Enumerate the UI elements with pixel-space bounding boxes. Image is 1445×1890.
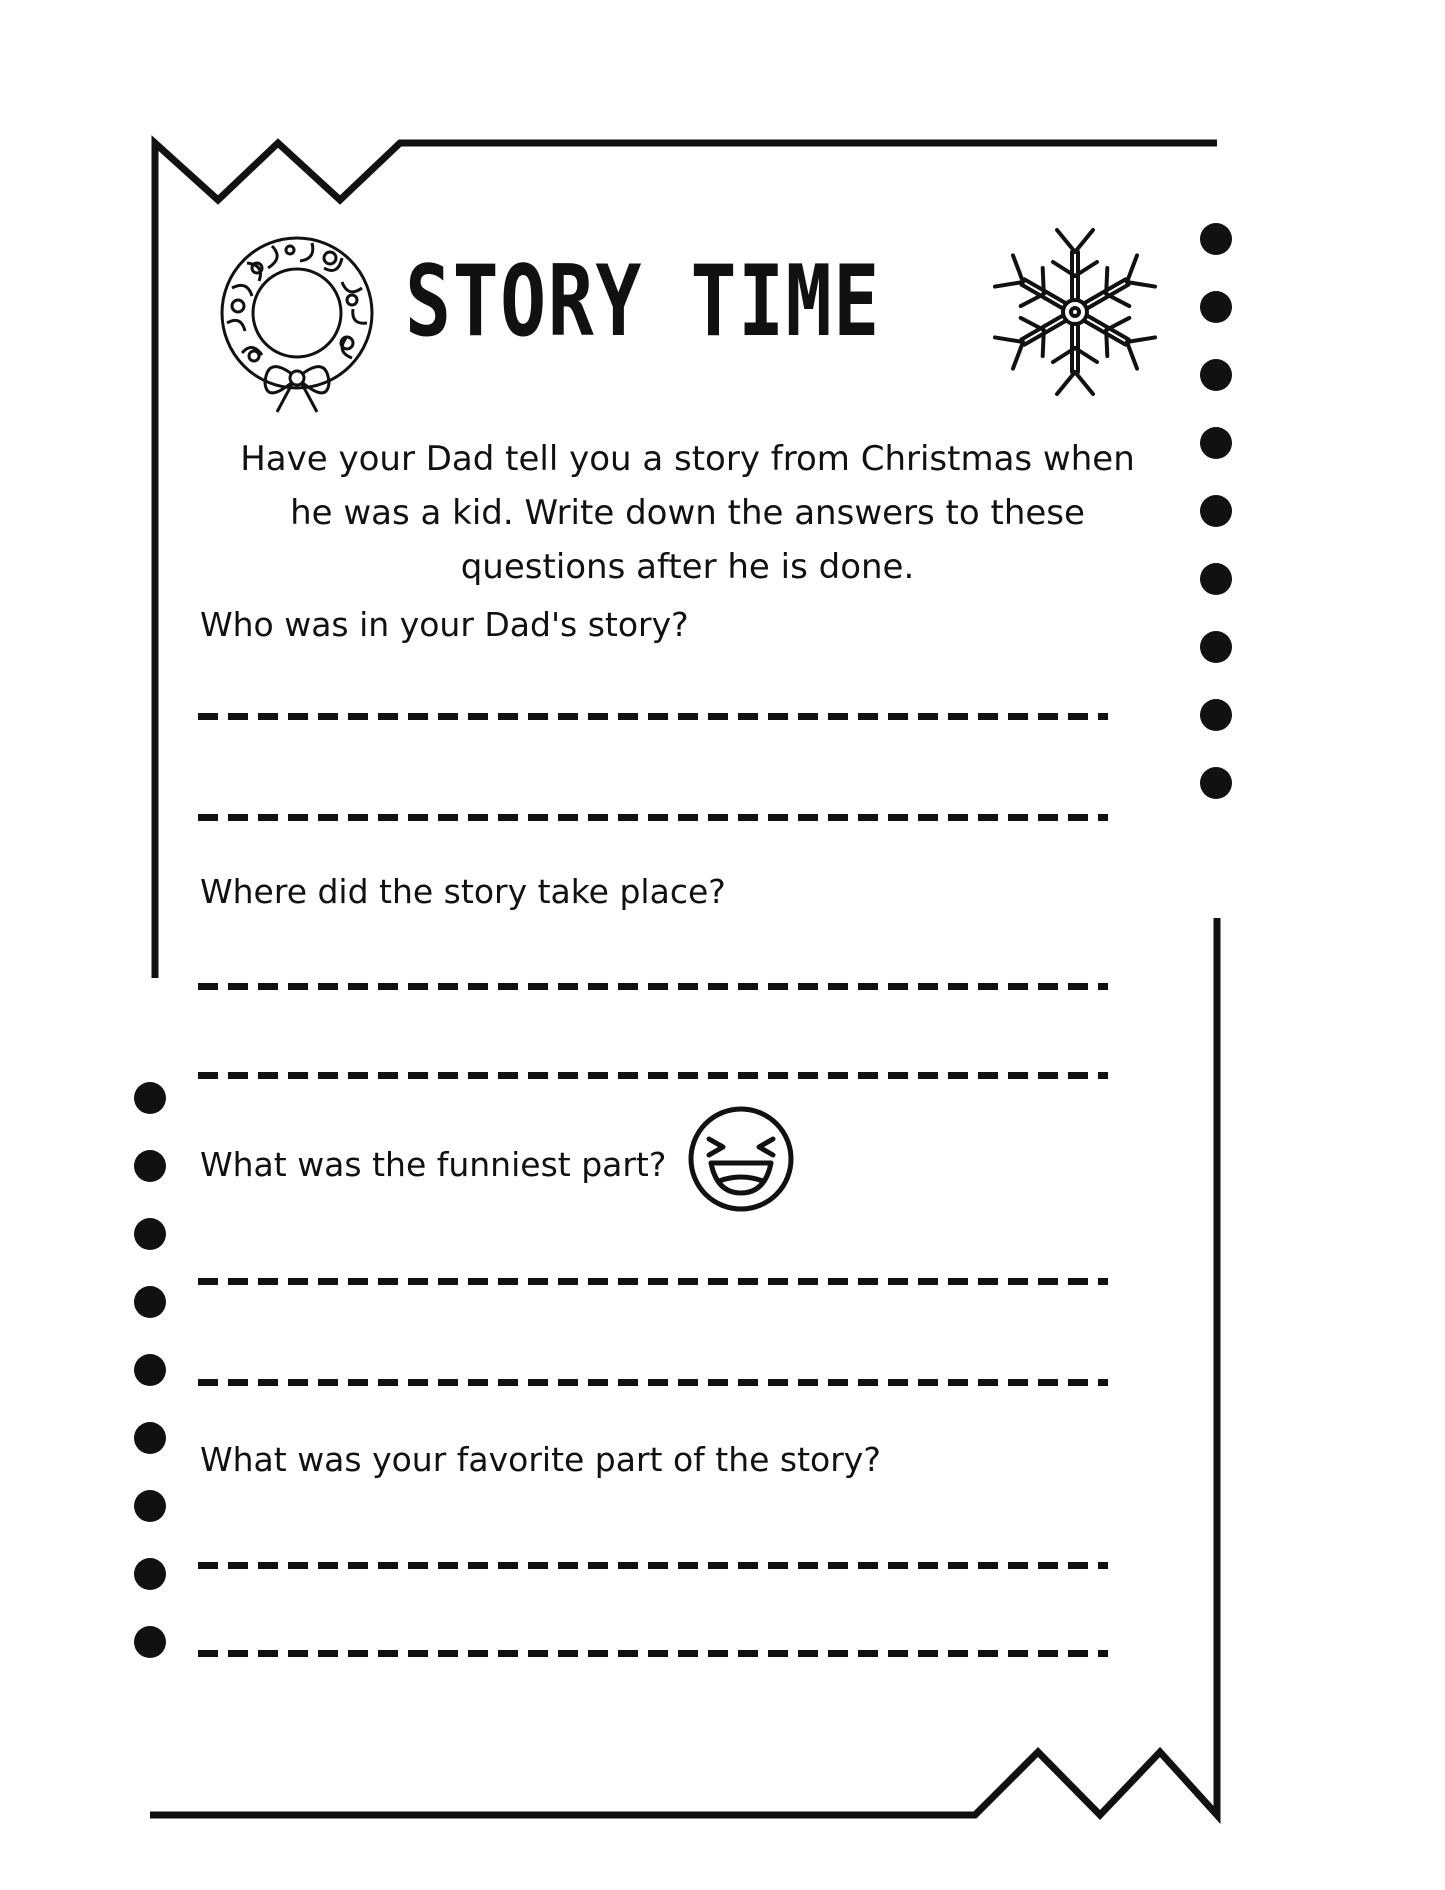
punch-hole-dot bbox=[1200, 359, 1232, 391]
punch-hole-dot bbox=[1200, 631, 1232, 663]
punch-hole-dot bbox=[1200, 291, 1232, 323]
punch-hole-dot bbox=[1200, 767, 1232, 799]
punch-hole-dot bbox=[134, 1422, 166, 1454]
answer-line[interactable] bbox=[198, 1278, 1108, 1285]
punch-hole-dot bbox=[1200, 427, 1232, 459]
punch-hole-dot bbox=[1200, 563, 1232, 595]
punch-hole-dot bbox=[134, 1286, 166, 1318]
snowflake-icon bbox=[985, 222, 1165, 402]
question-favorite: What was your favorite part of the story? bbox=[200, 1440, 881, 1479]
punch-hole-dot bbox=[134, 1558, 166, 1590]
laughing-face-icon bbox=[687, 1105, 795, 1213]
answer-line[interactable] bbox=[198, 1379, 1108, 1386]
punch-hole-dot bbox=[134, 1626, 166, 1658]
question-where: Where did the story take place? bbox=[200, 872, 726, 911]
question-funniest: What was the funniest part? bbox=[200, 1145, 667, 1184]
page-title: STORY TIME bbox=[405, 245, 881, 359]
answer-line[interactable] bbox=[198, 1072, 1108, 1079]
wreath-icon bbox=[212, 228, 382, 413]
punch-hole-dot bbox=[134, 1218, 166, 1250]
answer-line[interactable] bbox=[198, 1650, 1108, 1657]
answer-line[interactable] bbox=[198, 983, 1108, 990]
instructions-text: Have your Dad tell you a story from Christmas when he was a kid. Write down the answers to these questions after he is done. bbox=[240, 439, 1135, 587]
punch-hole-dot bbox=[134, 1354, 166, 1386]
punch-hole-dot bbox=[1200, 223, 1232, 255]
punch-hole-dot bbox=[134, 1490, 166, 1522]
answer-line[interactable] bbox=[198, 1562, 1108, 1569]
answer-line[interactable] bbox=[198, 713, 1108, 720]
punch-hole-dot bbox=[134, 1082, 166, 1114]
answer-line[interactable] bbox=[198, 814, 1108, 821]
punch-hole-dot bbox=[1200, 495, 1232, 527]
punch-hole-dot bbox=[1200, 699, 1232, 731]
punch-hole-dot bbox=[134, 1150, 166, 1182]
question-who: Who was in your Dad's story? bbox=[200, 605, 689, 644]
